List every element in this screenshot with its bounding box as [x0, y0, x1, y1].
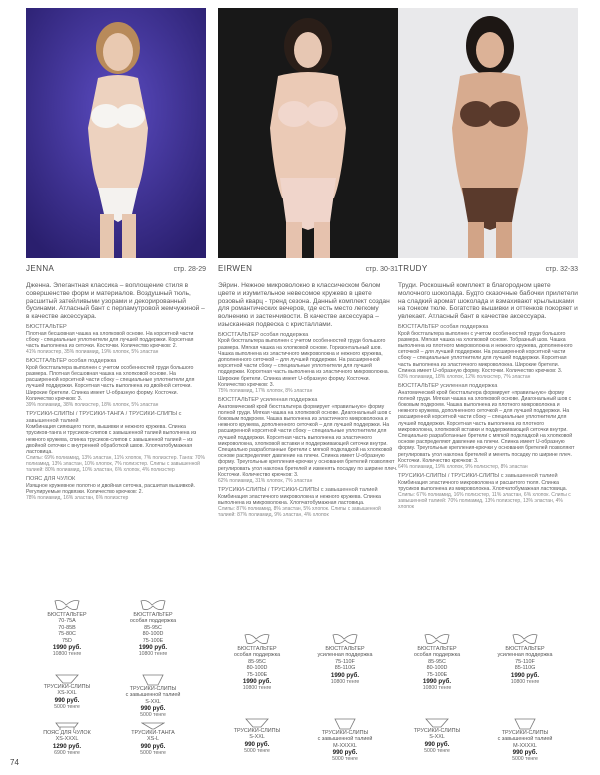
item-price: 990 руб. [54, 696, 80, 704]
item-price-tenge: 5000 тенге [140, 749, 166, 756]
item-price: 1990 руб. [242, 678, 272, 686]
high-waist-briefs-icon [333, 718, 357, 730]
spec-section [398, 383, 578, 470]
product-name: JENNA [26, 264, 55, 273]
spec-heading: БЮСТГАЛЬТЕР усиленная поддержка [218, 397, 318, 403]
spec-section [26, 324, 206, 355]
spec-section [26, 358, 206, 408]
spec-heading: БЮСТГАЛЬТЕР особая поддержка [26, 358, 117, 365]
bra-icon [140, 598, 166, 612]
item-label: БЮСТГАЛЬТЕР усиленная поддержка [317, 646, 373, 659]
spec-section [26, 476, 206, 501]
product-name: EIRWEN [218, 264, 253, 273]
product-item[interactable] [490, 632, 560, 685]
item-label: БЮСТГАЛЬТЕР особая поддержка [129, 612, 177, 625]
item-price: 1990 руб. [422, 678, 452, 686]
item-price-tenge: 10800 тенге [330, 678, 360, 685]
product-column-jenna [26, 8, 206, 501]
item-price-tenge: 5000 тенге [140, 712, 166, 719]
spec-section [218, 397, 398, 484]
product-photo-trudy [398, 8, 578, 258]
product-item[interactable] [32, 722, 102, 756]
product-header [218, 264, 398, 276]
item-price-tenge: 5000 тенге [244, 747, 270, 754]
item-sizes: 75-110F 85-110G [334, 658, 356, 672]
product-item[interactable] [118, 598, 188, 657]
item-sizes: 85-95C 80-100D 75-100E [246, 658, 268, 678]
item-label: ПОЯС ДЛЯ ЧУЛОК XS-XXXL [43, 730, 91, 743]
product-item[interactable] [310, 718, 380, 762]
spec-section [218, 332, 398, 394]
product-item[interactable] [118, 722, 188, 756]
item-price: 1990 руб. [138, 644, 168, 652]
spec-body: Крой бюстгальтера выполнен с учетом особенностей груди большого размера. Плотная бесшовная чашка на хлопковой основе. На расширенной корсетной части сбоку – специальные уплотнители для лучшей поддержки. Корсетная часть выполнена из двойной сеточки. Широкие бретели. Спинка имеет U-образную форму. Косточки. Количество крючков: 3. [26, 364, 195, 402]
spec-heading: ПОЯС ДЛЯ ЧУЛОК [26, 476, 76, 483]
item-label: БЮСТГАЛЬТЕР особая поддержка [233, 646, 281, 659]
item-price: 1990 руб. [510, 671, 540, 679]
spec-section [398, 473, 578, 510]
item-label: БЮСТГАЛЬТЕР [47, 612, 87, 618]
spec-body: Комбинация сияющего тюля, вышивки и нежного кружева. Спинка трусиков-танга и трусиков-слипов с завышенной талией выполнена из нежного кружева, спинка трусиков-слипов с завышенной талией – из двойной сеточки с внутренней обработкой швов. Хлопчатобумажная ластовица. [26, 424, 197, 455]
product-item[interactable] [118, 674, 188, 718]
spec-material: Слипы: 69% полиамид, 13% эластан, 11% хлопок, 7% полиэстер. Танга: 70% полиамид, 13% эластан, 10% хлопок, 7% полиэстер. Слипы с завышенной талией: 80% полиамид, 10% эластан, 6% хлопок, 4% полиэстер [26, 455, 205, 474]
spec-body: Комбинация эластичного микроволокна и нежного кружева. Спинка выполнена из микроволокна. Хлопчатобумажная ластовица. [218, 493, 381, 506]
product-item[interactable] [32, 674, 102, 710]
spec-heading: БЮСТГАЛЬТЕР [26, 323, 67, 330]
spec-heading: ТРУСИКИ-СЛИПЫ / ТРУСИКИ-СЛИПЫ с завышенной талией [218, 487, 378, 494]
spec-body: Крой бюстгальтера выполнен с учетом особенностей груди большого размера. Мягкая чашка на хлопковой основе. Горизонтальный шов. Чашка выполнена из эластичного микроволокна и нежного кружева, дополненного сеточкой – для лучшей поддержки. На расширенной корсетной части сбоку – специальные уплотнители для лучшей поддержки. Корсетная часть выполнена из эластичного микроволокна. Широкие бретели. Спинка имеет U-образную форму. Косточки. Количество крючков: 3. [218, 338, 390, 388]
item-price-tenge: 10800 тенге [52, 651, 82, 658]
product-item[interactable] [490, 718, 560, 762]
product-item[interactable] [310, 632, 380, 685]
item-label: ТРУСИКИ-СЛИПЫ с завышенной талией M-XXXXL [317, 730, 373, 749]
item-price: 1990 руб. [330, 671, 360, 679]
spec-heading: ТРУСИКИ-СЛИПЫ / ТРУСИКИ-СЛИПЫ с завышенной талией [398, 473, 558, 480]
product-item[interactable] [402, 632, 472, 691]
item-price-tenge: 10800 тенге [138, 651, 168, 658]
item-sizes: 85-95C 80-100D 75-100E [426, 658, 448, 678]
page-reference: стр. 32-33 [545, 266, 578, 273]
product-name: TRUDY [398, 264, 428, 273]
product-header [398, 264, 578, 276]
product-description: Дженна. Элегантная классика – воплощение стиля в совершенстве форм и материалов. Воздушный тюль, расшитый затейливыми узорами и декорированный бусинами. Атласный бант с перламутровой жемчужиной – в качестве аксессуара. [26, 282, 205, 321]
page-number: 74 [10, 758, 19, 767]
product-description: Эйрин. Нежное микроволокно в классическом белом цвете и изумительное невесомое кружево в цвете розовый кварц - тренд сезона. Данный комплект создан для романтических вечеров, где есть место легкому волнению и застенчивости. В качестве аксессуара – изысканная подвеска с кристаллами. [218, 282, 390, 328]
product-gallery-trudy [398, 632, 578, 770]
item-label: ТРУСИКИ-ТАНГА XS-L [131, 730, 175, 743]
spec-heading: БЮСТГАЛЬТЕР особая поддержка [398, 323, 489, 330]
item-price: 990 руб. [244, 740, 270, 748]
item-price-tenge: 5000 тенге [512, 756, 538, 763]
spec-body: Анатомический крой бюстгальтера формирует «правильную» форму полной груди. Мягкая чашка на хлопковой основе. Диагональный шов с боковым подкроем. Чашка выполнена из эластичного микроволокна и нежного кружева, дополненного сеточкой – для лучшей поддержки. На расширенной корсетной части сбоку – специальные уплотнители для лучшей поддержки. Корсетная часть выполнена из эластичного микроволокна, хлопковой вставки и поддерживающей сеточки внутри. Специально разработанные бретели с мягкой подкладкой на хлопковой основе распределяют давление на плечи. Спинка имеет U-образную форму. Треугольные крепления-крючки у основания бретелей позволяют регулировать угол наклона бретелей и изменять посадку по ширине плеч. Косточки. Количество крючков: 3. [218, 403, 398, 478]
bra-icon [244, 632, 270, 646]
product-gallery-eirwen [218, 632, 398, 770]
page-reference: стр. 30-31 [365, 266, 398, 273]
bra-icon [512, 632, 538, 646]
item-sizes: 85-95C 80-100D 75-100E [142, 624, 164, 644]
spec-section [26, 411, 206, 473]
item-price: 990 руб. [512, 749, 538, 757]
item-label: ТРУСИКИ-СЛИПЫ с завышенной талией S-XXL [125, 686, 181, 705]
spec-material: 75% полиамид, 17% хлопок, 8% эластан [218, 388, 313, 394]
spec-body: Анатомический крой бюстгальтера формирует «правильную» форму полной груди. Мягкая чашка на хлопковой основе. Диагональный шов с боковым подкроем. Чашка выполнена из плотного микроволокна и нежного кружева, дополненного сеточкой – для лучшей поддержки. На расширенной корсетной части сбоку – специальные уплотнители для лучшей поддержки. Корсетная часть выполнена из плотного микроволокна, хлопковой вставки и поддерживающей сеточки внутри. Специально разработанные бретели с мягкой подкладкой на хлопковой основе распределяют давление на плечи. Спинка имеет U-образную форму. Треугольные крепления-крючки у основания бретелей позволяют регулировать угол наклона бретелей и менять посадку по ширине плеч. Косточки. Количество крючков: 3. [398, 389, 575, 464]
spec-material: 78% полиамид, 16% эластан, 6% полиэстер [26, 495, 129, 502]
bra-icon [424, 632, 450, 646]
spec-body: Крой бюстгальтера выполнен с учетом особенностей груди большого размера. Мягкая чашка на хлопковой основе. Тобразный шов. Чашка выполнена из плотного микроволокна и нежного кружева, дополненного сеточкой – для лучшей поддержки. На расширенной корсетной части сбоку – специальные уплотнители для лучшей поддержки. Корсетная часть выполнена из эластичного микроволокна. Широкие бретели. Спинка имеет U-образную форму. Косточки. Количество крючков: 3. [398, 330, 573, 374]
item-price-tenge: 10800 тенге [242, 685, 272, 692]
spec-heading: БЮСТГАЛЬТЕР усиленная поддержка [398, 383, 498, 389]
product-item[interactable] [222, 718, 292, 754]
spec-body: Комбинация эластичного микроволокна и расшитого тюля. Спинка трусиков выполнена из микроволокна. Хлопчатобумажная ластовица. [398, 479, 568, 492]
item-label: ТРУСИКИ-СЛИПЫ XS-XXL [43, 684, 91, 697]
spec-material: 63% полиамид, 18% хлопок, 12% полиэстер, 7% эластан [398, 374, 531, 380]
product-column-eirwen [218, 8, 398, 518]
product-item[interactable] [32, 598, 102, 657]
spec-material: 62% полиамид, 31% хлопок, 7% эластан [218, 478, 313, 485]
item-label: ТРУСИКИ-СЛИПЫ S-XXL [233, 728, 281, 741]
item-label: БЮСТГАЛЬТЕР усиленная поддержка [497, 646, 553, 659]
garter-belt-icon [55, 722, 79, 730]
product-column-trudy [398, 8, 578, 510]
product-description: Труди. Роскошный комплект в благородном цвете молочного шоколада. Будто сказочные бабочки прилетели на сладкий аромат шоколада и взмахивают крылышками на тонком тюле. Богатство вышивки и оттенков покоряет и увлекает. Атласный бант в качестве аксессуара. [398, 282, 578, 321]
spec-section [218, 487, 398, 518]
item-price: 990 руб. [140, 705, 166, 713]
spec-material: 41% полиэстер, 35% полиамид, 19% хлопок, 5% эластан [26, 349, 159, 356]
item-price: 990 руб. [332, 749, 358, 757]
product-item[interactable] [222, 632, 292, 691]
item-label: ТРУСИКИ-СЛИПЫ с завышенной талией M-XXXXL [497, 730, 553, 749]
product-gallery-jenna [26, 598, 206, 768]
item-price: 1990 руб. [52, 644, 82, 652]
item-price-tenge: 5000 тенге [424, 747, 450, 754]
spec-body: Изящное кружевное полотно и двойная сеточка, расшитая вышивкой. Регулируемые подвязки. Количество крючков: 2. [26, 482, 196, 495]
item-price: 990 руб. [140, 742, 166, 750]
item-price-tenge: 6900 тенге [54, 749, 80, 756]
spec-heading: ТРУСИКИ-СЛИПЫ / ТРУСИКИ-ТАНГА / ТРУСИКИ-СЛИПЫ с завышенной талией [26, 411, 182, 424]
product-photo-jenna [26, 8, 206, 258]
item-price-tenge: 5000 тенге [332, 756, 358, 763]
item-label: ТРУСИКИ-СЛИПЫ S-XXL [413, 728, 461, 741]
bra-icon [332, 632, 358, 646]
spec-heading: БЮСТГАЛЬТЕР особая поддержка [218, 331, 309, 338]
item-sizes: 70-75A 70-85B 75-80C 75D [58, 618, 76, 644]
product-photo-eirwen [218, 8, 398, 258]
high-waist-briefs-icon [141, 674, 165, 686]
spec-material: 64% полиамид, 19% хлопок, 9% полиэстер, 8% эластан [398, 464, 528, 471]
briefs-icon [55, 674, 79, 684]
spec-material: Слипы: 67% полиамид, 16% полиэстер, 11% эластан, 6% хлопок. Слипы с завышенной талией: 70% полиамид, 13% полиэстер, 13% эластан, 4% хлопок [398, 492, 571, 511]
spec-material: Слипы: 87% полиамид, 8% эластан, 5% хлопок. Слипы с завышенной талией: 87% полиамид, 9% эластан, 4% хлопок [218, 506, 381, 519]
item-price: 990 руб. [424, 740, 450, 748]
thong-icon [141, 722, 165, 730]
bra-icon [54, 598, 80, 612]
briefs-icon [425, 718, 449, 728]
item-price: 1290 руб. [52, 742, 82, 750]
product-header [26, 264, 206, 276]
briefs-icon [245, 718, 269, 728]
page-reference: стр. 28-29 [173, 266, 206, 273]
high-waist-briefs-icon [513, 718, 537, 730]
item-price-tenge: 10800 тенге [510, 678, 540, 685]
item-price-tenge: 10800 тенге [422, 685, 452, 692]
item-label: БЮСТГАЛЬТЕР особая поддержка [413, 646, 461, 659]
spec-section [398, 324, 578, 380]
spec-material: 39% полиамид, 38% полиэстер, 18% хлопок, 5% эластан [26, 402, 159, 408]
product-item[interactable] [402, 718, 472, 754]
item-price-tenge: 5000 тенге [54, 703, 80, 710]
item-sizes: 75-110F 85-110G [514, 658, 536, 672]
spec-body: Плотная бесшовная чашка на хлопковой основе. На корсетной части сбоку - специальные уплотнители для лучшей поддержки. Корсетная часть выполнена из сеточки. Косточки. Количество крючков: 2. [26, 330, 194, 349]
